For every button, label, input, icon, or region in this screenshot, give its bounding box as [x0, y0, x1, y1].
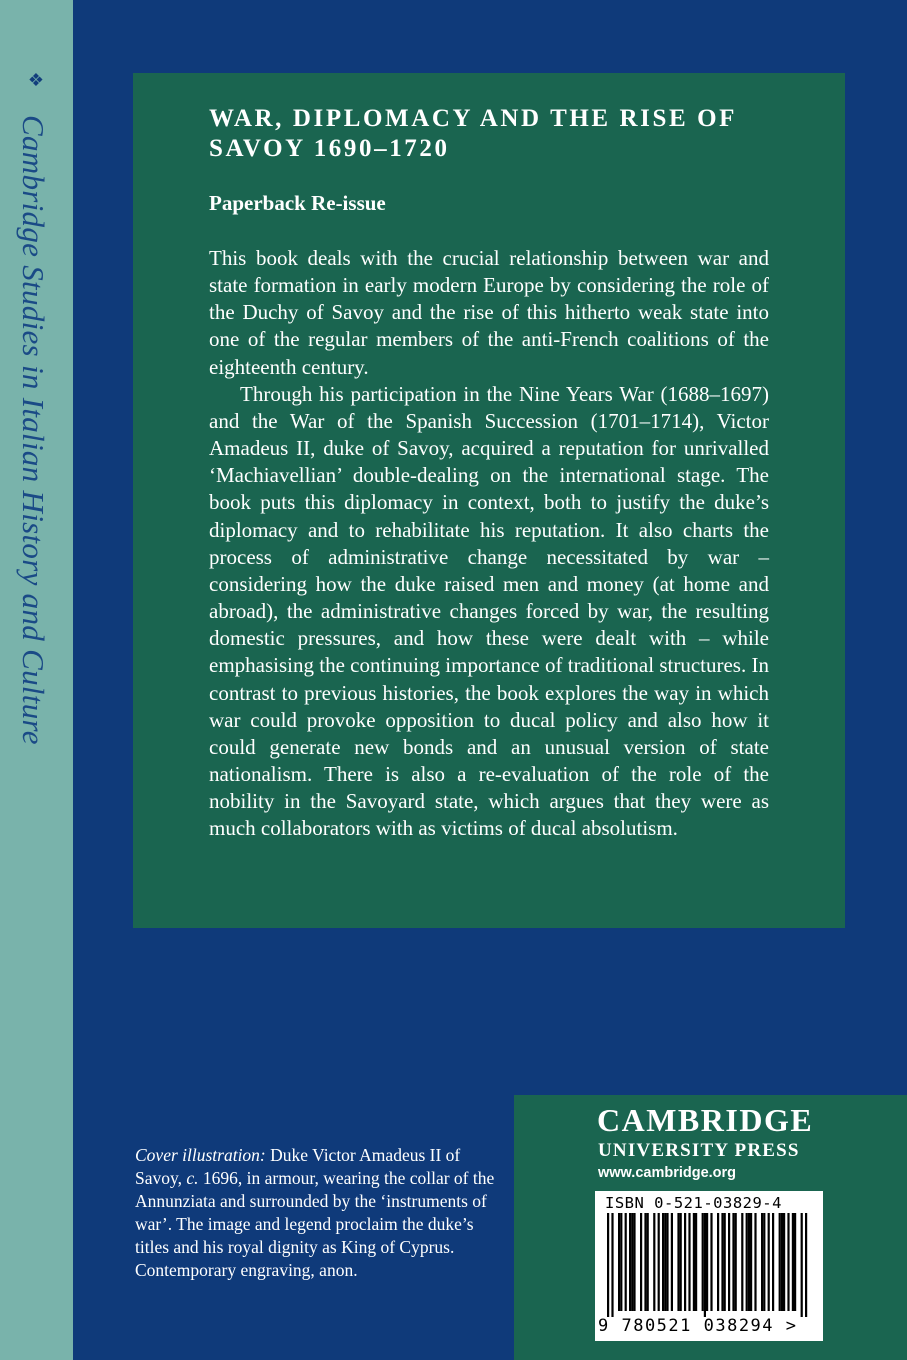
cover-note-circa: c.	[186, 1168, 199, 1188]
publisher-name: CAMBRIDGE	[597, 1102, 814, 1138]
barcode-bar	[754, 1213, 756, 1311]
barcode-bar	[710, 1213, 712, 1311]
barcode-bar	[794, 1213, 796, 1311]
barcode-bar	[625, 1213, 627, 1311]
barcode-bar	[706, 1213, 708, 1311]
series-title: Cambridge Studies in Italian History and Culture	[16, 115, 51, 745]
barcode-bar	[653, 1213, 655, 1311]
barcode-bar	[746, 1213, 748, 1311]
barcode-bar	[620, 1213, 622, 1311]
barcode-bar	[783, 1213, 785, 1311]
cover-note-text: Duke Victor Amadeus II of Savoy,	[135, 1145, 461, 1188]
barcode-bar	[688, 1213, 690, 1311]
isbn-label: ISBN 0-521-03829-4	[605, 1194, 782, 1212]
barcode-bar	[724, 1213, 726, 1311]
cover-illustration-note	[135, 1144, 500, 1282]
barcode-bar	[647, 1213, 649, 1311]
barcode-bar	[768, 1213, 770, 1311]
barcode-bar	[748, 1213, 750, 1311]
description-panel	[133, 73, 845, 928]
barcode-bar	[677, 1213, 679, 1311]
barcode-bar	[695, 1213, 697, 1311]
barcode-bar	[781, 1213, 783, 1311]
barcode-bar	[671, 1213, 673, 1311]
barcode-bar	[792, 1213, 794, 1311]
barcode-bar	[680, 1213, 682, 1311]
barcode-bar	[735, 1213, 737, 1311]
barcode-bar	[618, 1213, 620, 1311]
barcode-bar	[779, 1213, 781, 1311]
barcode-bar	[640, 1213, 642, 1311]
barcode-bar	[644, 1213, 646, 1311]
barcode-bar	[721, 1213, 723, 1311]
barcode-bar	[629, 1213, 631, 1311]
barcode-bar	[801, 1213, 803, 1317]
barcode-bar	[702, 1213, 704, 1311]
spine	[0, 0, 73, 1360]
barcode-bar	[658, 1213, 660, 1311]
cover-note-text: 1696, in armour, wearing the collar of the Annunziata and surrounded by the ‘instruments of war’. The image and legend proclaim the duke’s titles and his royal dignity as King of Cyprus. Contemporary engraving, anon.	[135, 1168, 495, 1280]
barcode-bar	[787, 1213, 789, 1311]
barcode-bar	[666, 1213, 668, 1311]
barcode-bar	[611, 1213, 613, 1317]
book-title: WAR, DIPLOMACY AND THE RISE OF SAVOY 1690–1720	[209, 105, 737, 162]
publisher-box	[514, 1095, 907, 1360]
barcode-icon	[595, 1213, 823, 1317]
blurb	[209, 245, 769, 842]
cover-note-label: Cover illustration:	[135, 1145, 266, 1165]
blurb-paragraph: Through his participation in the Nine Years War (1688–1697) and the War of the Spanish Succession (1701–1714), Victor Amadeus II, duke of Savoy, acquired a reputation for unrivalled ‘Machiavellian’ double-dealing on the international stage. The book puts this diplomacy in context, both to justify the duke’s diplomacy and to rehabilitate his reputation. It also charts the process of administrative change necessitated by war – considering how the duke raised men and money (at home and abroad), the administrative changes forced by war, the resulting domestic pressures, and how these were dealt with – while emphasising the continuing importance of traditional structures. In contrast to previous histories, the book explores the way in which war could provoke opposition to ducal policy and also how it could generate new bonds and an unusual version of state nationalism. There is also a re-evaluation of the role of the nobility in the Savoyard state, which argues that they were as much collaborators with as victims of ducal absolutism.	[209, 381, 769, 841]
barcode-bar	[633, 1213, 635, 1311]
publisher-url: www.cambridge.org	[598, 1165, 737, 1181]
barcode-bar	[664, 1213, 666, 1311]
barcode-bar	[750, 1213, 752, 1311]
ornament-icon: ❖	[27, 70, 45, 90]
blurb-paragraph: This book deals with the crucial relationship between war and state formation in early modern Europe by considering the role of the Duchy of Savoy and the rise of this hitherto weak state into one of the regular members of the anti-French coalitions of the eighteenth century.	[209, 246, 769, 379]
barcode-bar	[741, 1213, 743, 1311]
barcode-bar	[607, 1213, 609, 1317]
barcode-bar	[805, 1213, 807, 1317]
barcode-bar	[662, 1213, 664, 1311]
barcode-bar	[728, 1213, 730, 1311]
barcode-bar	[772, 1213, 774, 1311]
barcode-bar	[717, 1213, 719, 1311]
barcode-bar	[732, 1213, 734, 1311]
barcode-box	[595, 1191, 823, 1341]
barcode-bar	[631, 1213, 633, 1311]
barcode-bar	[763, 1213, 765, 1311]
barcode-bar	[704, 1213, 706, 1317]
barcode-bar	[761, 1213, 763, 1311]
barcode-bar	[684, 1213, 686, 1311]
publisher-subname: UNIVERSITY PRESS	[598, 1140, 800, 1161]
edition-label: Paperback Re-issue	[209, 191, 386, 215]
barcode-bar	[693, 1213, 695, 1311]
barcode-digits: 9 780521 038294 >	[598, 1316, 798, 1336]
